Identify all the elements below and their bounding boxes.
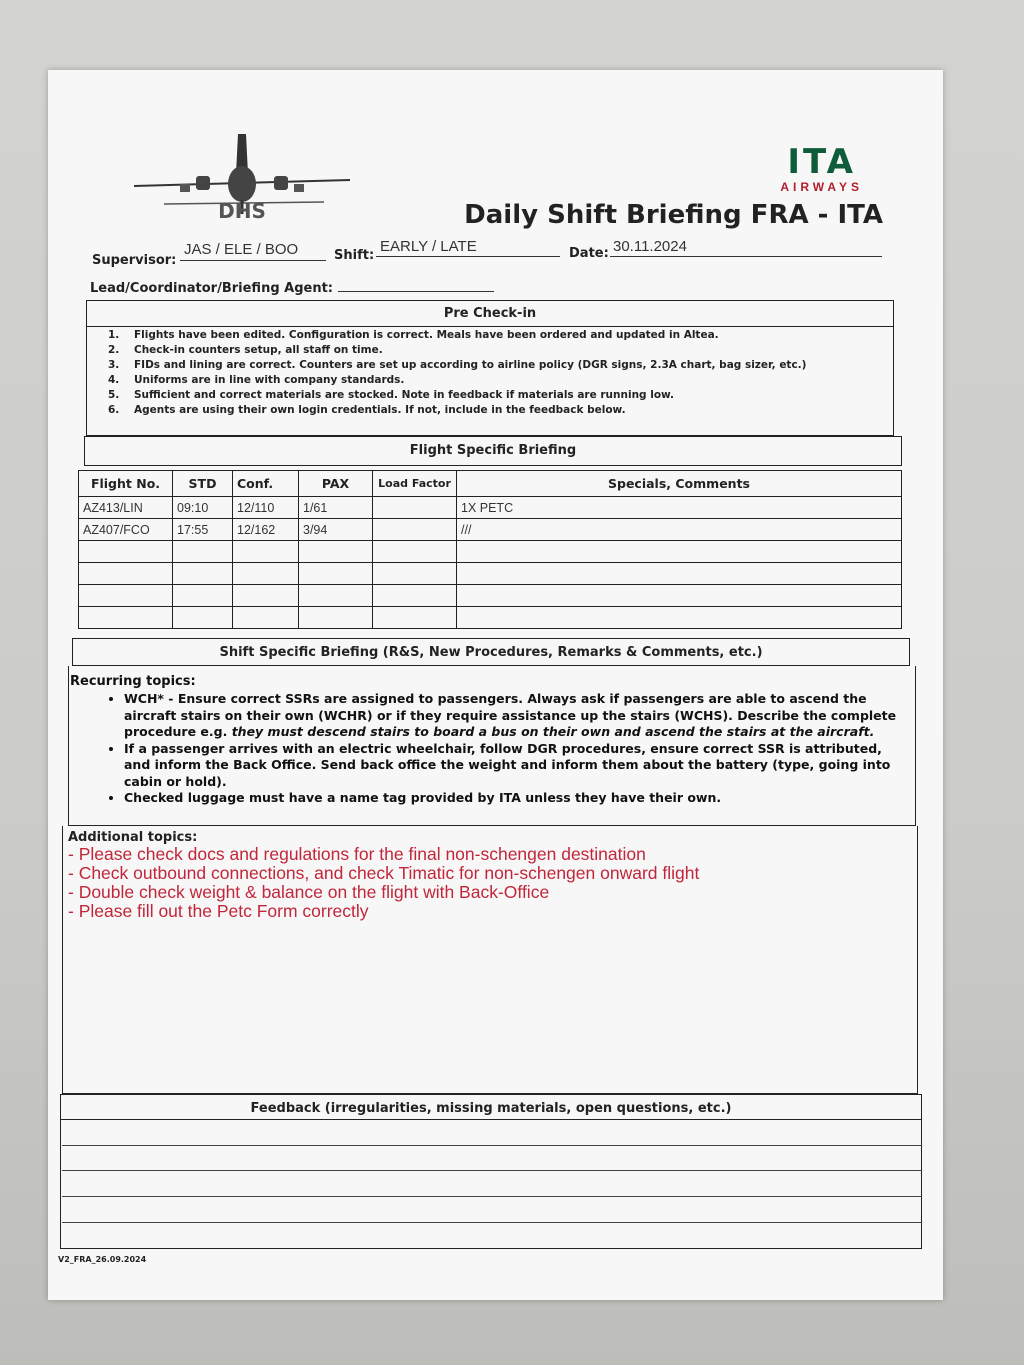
svg-text:DHS: DHS — [218, 199, 266, 223]
shift-underline — [376, 256, 560, 257]
col-pax: PAX — [299, 471, 373, 497]
list-item: 5. Sufficient and correct materials are stocked. Note in feedback if materials are running low. — [108, 389, 675, 401]
page-title: Daily Shift Briefing FRA - ITA — [464, 200, 883, 230]
briefing-sheet — [48, 70, 943, 1300]
list-item: • If a passenger arrives with an electric wheelchair, follow DGR procedures, ensure correct SSR is attributed, and inform the Back Office. Send back office the weight and inform them about the battery (type, going into cabin or hold). — [124, 741, 900, 791]
table-row — [79, 585, 902, 607]
col-std: STD — [173, 471, 233, 497]
col-load-factor: Load Factor — [373, 471, 457, 497]
list-item: 6. Agents are using their own login credentials. If not, include in the feedback below. — [108, 404, 626, 416]
version-footer: V2_FRA_26.09.2024 — [58, 1255, 147, 1264]
supervisor-value[interactable]: JAS / ELE / BOO — [184, 241, 299, 258]
additional-title: Additional topics: — [68, 830, 198, 845]
lead-agent-label: Lead/Coordinator/Briefing Agent: — [90, 281, 334, 296]
additional-item[interactable]: - Check outbound connections, and check Timatic for non-schengen onward flight — [68, 863, 700, 883]
date-underline — [610, 256, 882, 257]
feedback-line[interactable] — [62, 1170, 922, 1171]
feedback-line[interactable] — [62, 1222, 922, 1223]
ita-airways-logo — [780, 142, 863, 194]
col-conf: Conf. — [233, 471, 299, 497]
list-item: • WCH* - Ensure correct SSRs are assigned to passengers. Always ask if passengers are able to ascend the aircraft stairs on their own (WCHR) or if they require assistance up the stairs (WCHS). Describe the complete procedure e.g. they must descend stairs to board a bus on their own and ascend the stairs at the aircraft. — [124, 691, 900, 741]
additional-item[interactable]: - Double check weight & balance on the flight with Back-Office — [68, 882, 550, 902]
date-label: Date: — [569, 246, 609, 261]
table-row: AZ413/LIN 09:10 12/110 1/61 1X PETC — [79, 497, 902, 519]
recurring-topics — [70, 674, 900, 807]
table-row — [79, 541, 902, 563]
col-specials-comments: Specials, Comments — [457, 471, 902, 497]
ita-logo-mark: ITA — [787, 142, 856, 182]
additional-item[interactable]: - Please fill out the Petc Form correctly — [68, 901, 369, 921]
dhs-logo — [134, 134, 354, 229]
shift-briefing-heading: Shift Specific Briefing (R&S, New Procedures, Remarks & Comments, etc.) — [219, 645, 763, 660]
date-value[interactable]: 30.11.2024 — [613, 238, 687, 255]
supervisor-label: Supervisor: — [92, 253, 177, 268]
feedback-line[interactable] — [62, 1196, 922, 1197]
lead-agent-underline — [338, 291, 494, 292]
recurring-title: Recurring topics: — [70, 674, 196, 689]
list-item: • Checked luggage must have a name tag provided by ITA unless they have their own. — [124, 790, 900, 807]
table-row: AZ407/FCO 17:55 12/162 3/94 /// — [79, 519, 902, 541]
shift-value[interactable]: EARLY / LATE — [380, 238, 477, 255]
additional-item[interactable]: - Please check docs and regulations for the final non-schengen destination — [68, 844, 646, 864]
pre-checkin-heading: Pre Check-in — [443, 306, 537, 321]
additional-topics — [68, 830, 908, 921]
list-item: 2. Check-in counters setup, all staff on time. — [108, 344, 383, 356]
shift-label: Shift: — [334, 248, 375, 263]
pre-checkin-list — [108, 328, 806, 418]
flights-table — [78, 470, 902, 629]
list-item: 3. FIDs and lining are correct. Counters are set up according to airline policy (DGR signs, 2.3A chart, bag sizer, etc.) — [108, 359, 807, 371]
feedback-line[interactable] — [62, 1145, 922, 1146]
table-row — [79, 607, 902, 629]
list-item: 4. Uniforms are in line with company standards. — [108, 374, 405, 386]
table-row — [79, 563, 902, 585]
ita-logo-sub: AIRWAYS — [780, 180, 863, 194]
list-item: 1. Flights have been edited. Configuration is correct. Meals have been ordered and updated in Altea. — [108, 329, 719, 341]
col-flight-no: Flight No. — [79, 471, 173, 497]
supervisor-underline — [180, 260, 326, 261]
airplane-icon — [134, 134, 354, 229]
feedback-heading: Feedback (irregularities, missing materials, open questions, etc.) — [250, 1101, 732, 1116]
flight-briefing-heading: Flight Specific Briefing — [409, 443, 577, 458]
table-header-row — [79, 471, 902, 497]
